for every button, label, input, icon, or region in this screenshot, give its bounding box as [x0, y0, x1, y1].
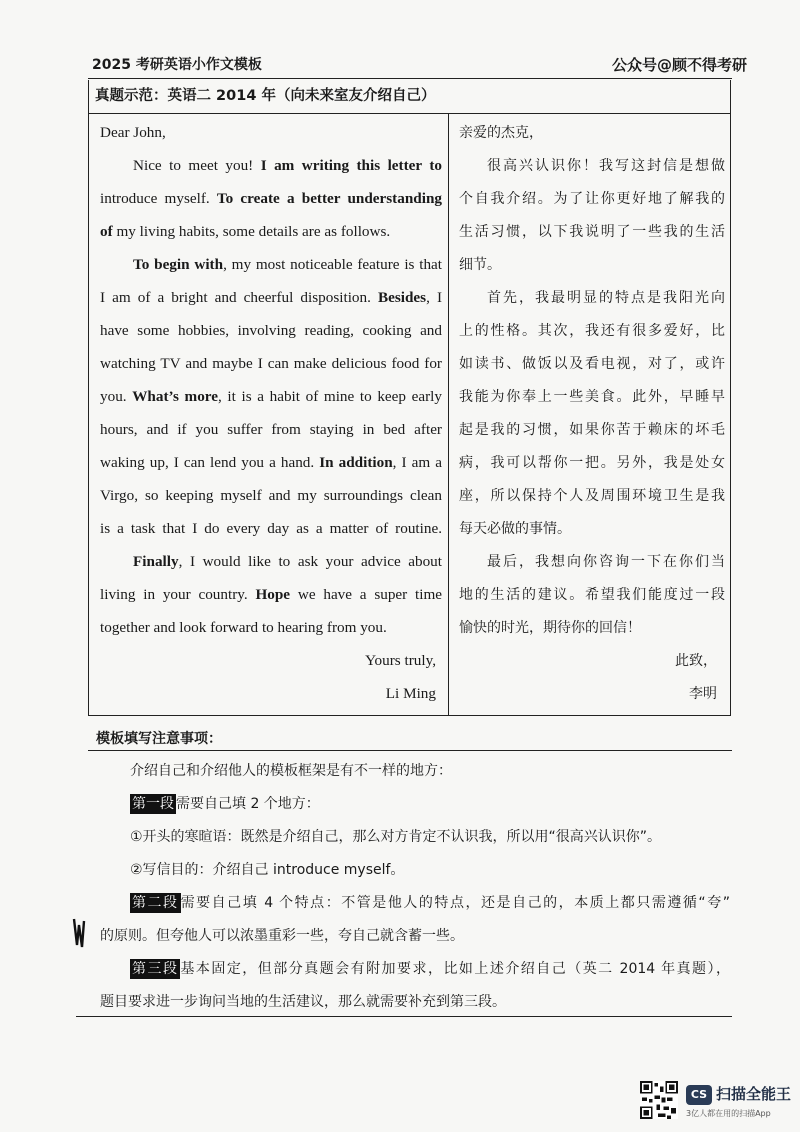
header-rule	[88, 78, 732, 79]
translation-line: 生活习惯，以下我说明了一些我的生活	[459, 224, 725, 240]
chinese-translation	[459, 122, 725, 716]
camscanner-logo-icon: CS	[686, 1085, 712, 1105]
watermark-name: 扫描全能王	[716, 1085, 792, 1103]
translation-line: 愉快的时光，期待你的回信！	[459, 620, 641, 636]
letter-line: Virgo, so keeping myself and my surroundings clean	[100, 487, 442, 504]
letter-line: of my living habits, some details are as follows.	[100, 223, 391, 240]
notes-bottom-rule	[76, 1016, 732, 1017]
notes-intro: 介绍自己和介绍他人的模板框架是有不一样的地方：	[130, 763, 452, 779]
translation-line: 地的生活的建议。希望我们能度过一段	[459, 587, 725, 603]
letter-line: Nice to meet you! I am writing this letter to	[133, 157, 442, 174]
translation-line: 起是我的习惯，如果你苦于赖床的坏毛	[459, 422, 725, 438]
english-letter	[100, 122, 442, 716]
scan-smudge	[72, 915, 86, 949]
letter-line: together and look forward to hearing from you.	[100, 619, 387, 636]
notes-para2-cont: 的原则。但夸他人可以浓墨重彩一些，夸自己就含蓄一些。	[100, 928, 464, 944]
notes-para3: 第三段 基本固定，但部分真题会有附加要求，比如上述介绍自己（英二 2014 年真题），	[132, 961, 731, 977]
letter-line: waking up, I can lend you a hand. In addition, I am a	[100, 454, 442, 471]
header-title: 2025 考研英语小作文模板	[92, 57, 262, 73]
table-title: 真题示范：英语二 2014 年（向未来室友介绍自己）	[89, 80, 730, 114]
letter-line: is a task that I do every day as a matter of routine.	[100, 520, 442, 537]
translation-line: 座，所以保持个人及周围环境卫生是我	[459, 488, 725, 504]
letter-line: introduce myself. To create a better understanding	[100, 190, 442, 207]
letter-line: Finally, I would like to ask your advice about	[133, 553, 442, 570]
translation-line: 最后，我想向你咨询一下在你们当	[487, 554, 725, 570]
letter-line: you. What’s more, it is a habit of mine to keep early	[100, 388, 442, 405]
letter-closing: Yours truly,	[365, 652, 436, 669]
letter-signature: Li Ming	[385, 685, 436, 702]
para3-tag: 第三段	[132, 961, 179, 977]
scanner-watermark	[640, 1079, 792, 1119]
notes-item2: ②写信目的：介绍自己 introduce myself。	[130, 862, 405, 878]
letter-line: watching TV and maybe I can make delicious food for	[100, 355, 442, 372]
letter-line: To begin with, my most noticeable feature is that	[133, 256, 443, 273]
watermark-subtitle: 3亿人都在用的扫描App	[686, 1109, 771, 1118]
translation-signature: 李明	[689, 686, 717, 702]
translation-line: 细节。	[459, 257, 501, 273]
letter-line: have some hobbies, involving reading, cooking and	[100, 322, 442, 339]
notes-rule	[88, 750, 732, 751]
header-account: 公众号@顾不得考研	[612, 56, 748, 74]
translation-line: 每天必做的事情。	[459, 521, 571, 537]
notes-para1: 第一段 需要自己填 2 个地方：	[132, 796, 320, 812]
translation-line: 如读书、做饭以及看电视，对了，或许	[459, 356, 725, 372]
notes-para2: 第二段 需要自己填 4 个特点：不管是他人的特点，还是自己的，本质上都只需遵循“夸”	[132, 895, 731, 911]
para1-tag: 第一段	[132, 796, 174, 812]
translation-line: 上的性格。其次，我还有很多爱好，比	[459, 323, 725, 339]
translation-line: 很高兴认识你！我写这封信是想做	[487, 158, 725, 174]
translation-line: 病，我可以帮你一把。另外，我是处女	[459, 455, 725, 471]
notes-section	[100, 760, 730, 1024]
letter-greeting: Dear John,	[100, 124, 166, 141]
example-table	[88, 80, 731, 716]
letter-line: living in your country. Hope we have a super time	[100, 586, 443, 603]
translation-line: 个自我介绍。为了让你更好地了解我的	[459, 191, 725, 207]
letter-line: I am of a bright and cheerful disposition. Besides, I	[100, 289, 443, 306]
page-header	[86, 54, 748, 76]
translation-line: 首先，我最明显的特点是我阳光向	[487, 290, 725, 306]
notes-para3-cont: 题目要求进一步询问当地的生活建议，那么就需要补充到第三段。	[100, 994, 506, 1010]
column-divider	[448, 114, 449, 715]
notes-title: 模板填写注意事项：	[96, 731, 222, 747]
translation-greeting: 亲爱的杰克，	[459, 125, 543, 141]
translation-line: 我能为你奉上一些美食。此外，早睡早	[459, 389, 725, 405]
qr-code-icon	[640, 1081, 678, 1119]
translation-closing: 此致，	[675, 653, 717, 669]
para2-tag: 第二段	[132, 895, 179, 911]
letter-line: hours, and if you suffer from staying in bed after	[100, 421, 442, 438]
notes-item1: ①开头的寒暄语：既然是介绍自己，那么对方肯定不认识我，所以用“很高兴认识你”。	[130, 829, 662, 845]
